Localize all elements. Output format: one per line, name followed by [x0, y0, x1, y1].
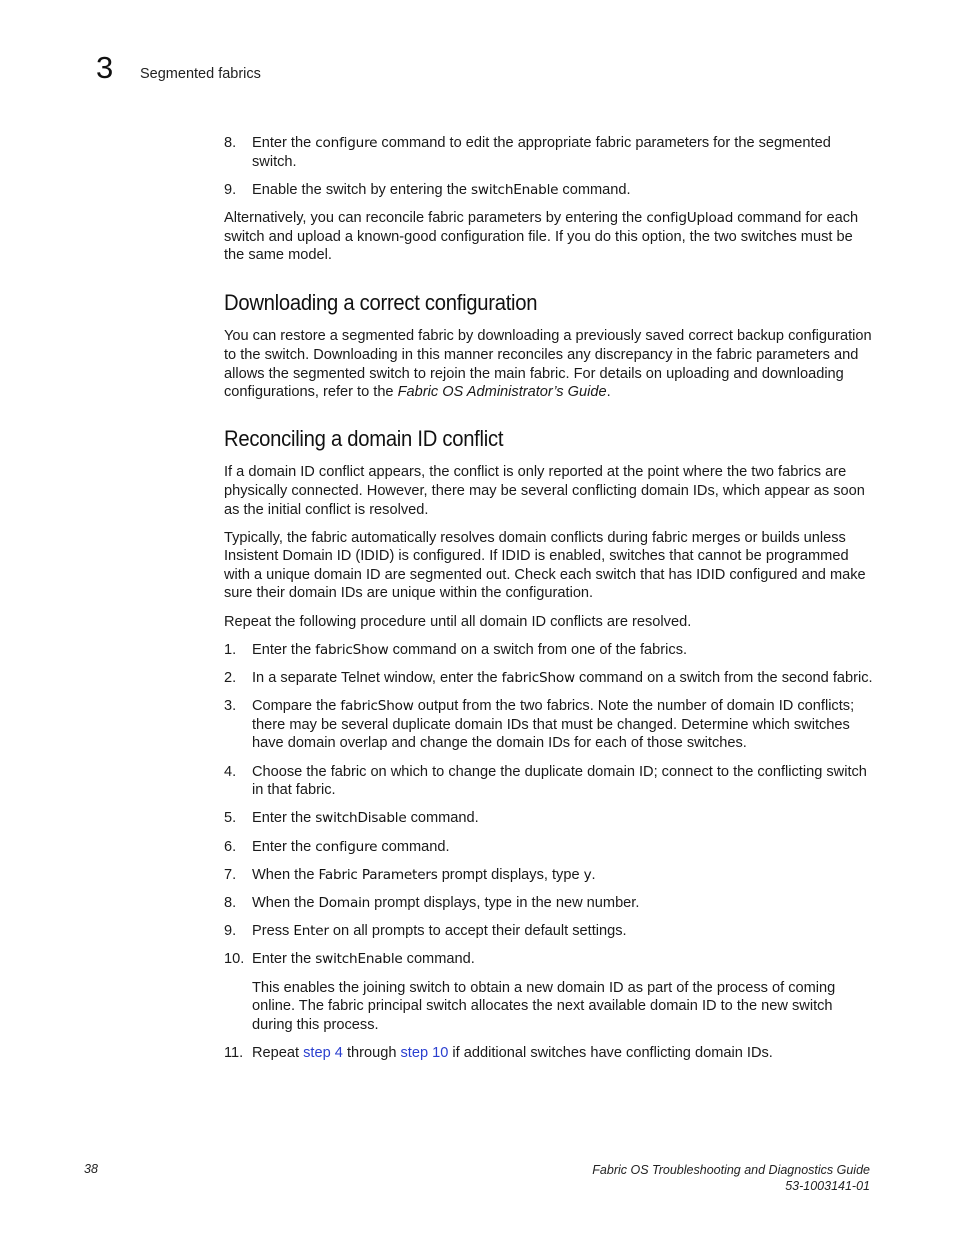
paragraph-text: You can restore a segmented fabric by downloading a previously saved correct backup configuration to the switch. Downloading in this manner reconciles any discrepancy in the fabric parameters and allows the segmented switch to rejoin the main fabric. For details on uploading and downloading configurations, refer to the	[224, 328, 872, 401]
step-text: command.	[558, 181, 631, 198]
reconcile-paragraph-3: Repeat the following procedure until all domain ID conflicts are resolved.	[224, 613, 692, 630]
steps-list-final	[224, 1044, 874, 1063]
command-text: switchDisable	[315, 810, 407, 827]
reconcile-paragraph-2: Typically, the fabric automatically resolves domain conflicts during fabric merges or builds unless Insistent Domain ID (IDID) is configured. If IDID is enabled, switches that cannot be programmed with a unique domain ID are segmented out. Check each switch that has IDID configured and make sure their domain IDs are unique within the configuration.	[224, 529, 866, 602]
chapter-number: 3	[96, 50, 114, 85]
document-title: Fabric OS Troubleshooting and Diagnostics Guide	[592, 1163, 870, 1177]
paragraph-text: Alternatively, you can reconcile fabric parameters by entering the	[224, 209, 647, 226]
command-text: configure	[315, 838, 378, 855]
step-text: Enter the	[252, 838, 316, 855]
step-number: 11.	[224, 1044, 244, 1061]
section-heading-download: Downloading a correct configuration	[224, 289, 538, 315]
paragraph-text: command for each switch and upload a known-good configuration file. If you do this option, the two switches must be the same model.	[224, 209, 859, 264]
step-text: Enter the	[252, 135, 316, 151]
list-item	[224, 181, 874, 200]
step-number: 9.	[224, 923, 237, 940]
list-item	[224, 1044, 874, 1063]
step-text: command.	[406, 810, 479, 827]
step-number: 4.	[224, 763, 237, 780]
step-text: Repeat	[252, 1044, 304, 1061]
step-text: When the	[252, 866, 319, 883]
section-heading-reconcile: Reconciling a domain ID conflict	[224, 425, 504, 451]
list-item	[224, 866, 874, 885]
step-text: When the	[252, 894, 319, 911]
step-text: command to edit the appropriate fabric parameters for the segmented switch.	[252, 135, 831, 170]
guide-title: Fabric OS Administrator’s Guide	[397, 384, 607, 401]
step-text: Press	[252, 923, 294, 940]
command-text: Enter	[293, 923, 329, 940]
command-text: switchEnable	[315, 951, 403, 968]
step-number: 10.	[224, 951, 245, 968]
step-4-link[interactable]: step 4	[303, 1044, 343, 1061]
footer-doc-info	[592, 1162, 870, 1194]
step-number: 8.	[224, 135, 237, 151]
command-text: configUpload	[646, 209, 734, 226]
step-text: on all prompts to accept their default settings.	[328, 923, 627, 940]
step-number: 9.	[224, 181, 237, 198]
step-text: .	[591, 866, 596, 883]
step-text: through	[342, 1044, 401, 1061]
paragraph-text: .	[606, 384, 611, 401]
step-text: Enter the	[252, 641, 316, 658]
list-item	[224, 894, 874, 913]
command-text: switchEnable	[471, 181, 559, 198]
reconcile-paragraph-1: If a domain ID conflict appears, the conflict is only reported at the point where the two fabrics are physically connected. However, there may be several conflicting domain IDs, which appear as soon as the initial conflict is resolved.	[224, 464, 865, 518]
command-text: fabricShow	[315, 641, 389, 658]
command-text: y	[583, 866, 592, 883]
step-text: Enter the	[252, 810, 316, 827]
list-item	[224, 641, 874, 660]
list-item	[224, 922, 874, 941]
list-item	[224, 950, 874, 969]
step-text: prompt displays, type	[437, 866, 584, 883]
chapter-section-title: Segmented fabrics	[140, 66, 261, 82]
step-text: prompt displays, type in the new number.	[370, 894, 640, 911]
list-item	[224, 134, 874, 171]
step-text: command on a switch from one of the fabrics.	[388, 641, 688, 658]
step-text: output from the two fabrics. Note the number of domain ID conflicts; there may be several duplicate domain IDs that must be changed. Determine which switches have domain overlap and change the domain IDs for each of those switches.	[252, 698, 855, 752]
step-text: In a separate Telnet window, enter the	[252, 670, 502, 687]
step-text: command.	[377, 838, 450, 855]
step-text: Enter the	[252, 951, 316, 968]
page-content	[224, 134, 874, 1072]
step-number: 5.	[224, 810, 237, 827]
list-item	[224, 809, 874, 828]
step-number: 8.	[224, 894, 237, 911]
step-text: command on a switch from the second fabric.	[574, 670, 873, 687]
document-number: 53-1003141-01	[785, 1179, 870, 1193]
alternative-paragraph	[224, 209, 874, 265]
step-number: 7.	[224, 866, 237, 883]
command-text: configure	[315, 135, 378, 151]
steps-list-top	[224, 134, 874, 199]
command-text: Fabric Parameters	[318, 866, 438, 883]
list-item	[224, 838, 874, 857]
step-number: 2.	[224, 670, 237, 687]
steps-list-reconcile	[224, 641, 874, 969]
step-text: Compare the	[252, 698, 341, 715]
step-10-note: This enables the joining switch to obtain a new domain ID as part of the process of coming online. The fabric principal switch allocates the next available domain ID to the new switch during this process.	[252, 979, 836, 1033]
step-number: 1.	[224, 641, 237, 658]
list-item	[224, 669, 874, 688]
command-text: fabricShow	[340, 698, 414, 715]
command-text: Domain	[318, 894, 371, 911]
step-number: 6.	[224, 838, 237, 855]
step-text: command.	[402, 951, 475, 968]
download-paragraph	[224, 327, 874, 401]
step-text: Enable the switch by entering the	[252, 181, 472, 198]
step-text: if additional switches have conflicting domain IDs.	[448, 1044, 773, 1061]
page-number: 38	[84, 1162, 98, 1176]
list-item	[224, 763, 874, 800]
command-text: fabricShow	[501, 670, 575, 687]
step-text: Choose the fabric on which to change the duplicate domain ID; connect to the conflicting switch in that fabric.	[252, 763, 867, 799]
list-item	[224, 697, 874, 753]
step-10-link[interactable]: step 10	[400, 1044, 449, 1061]
step-number: 3.	[224, 698, 237, 715]
